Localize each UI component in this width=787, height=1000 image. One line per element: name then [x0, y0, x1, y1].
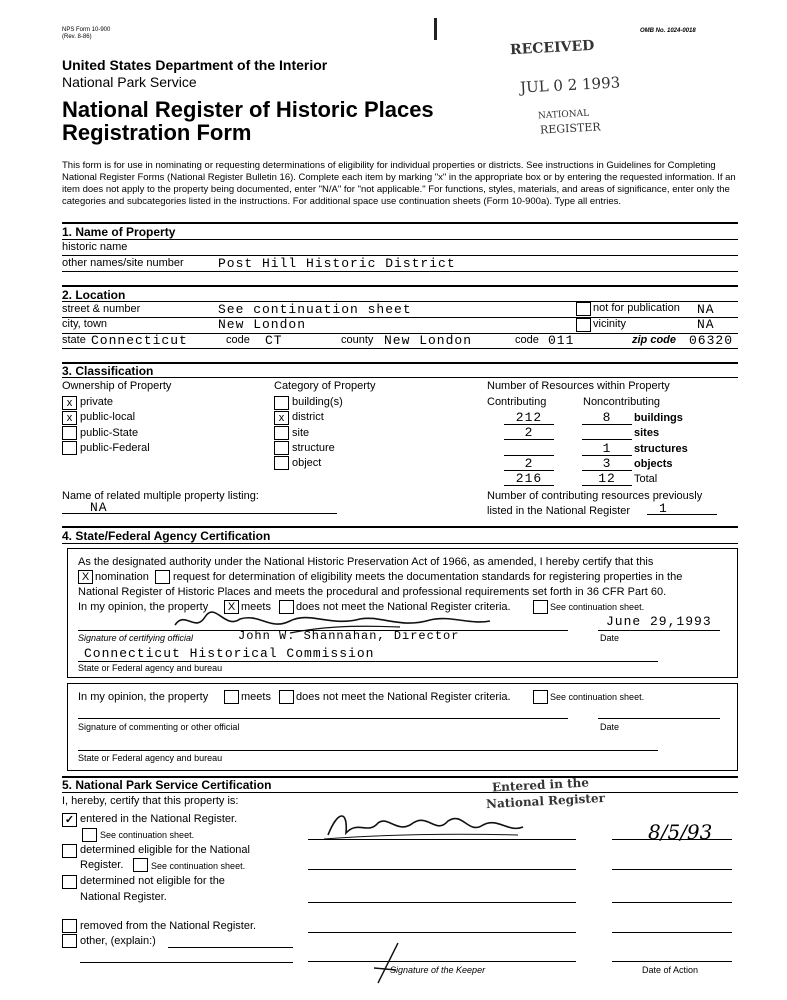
signature-label: Signature of certifying official	[78, 633, 194, 643]
keeper-initials	[370, 938, 410, 988]
nomination-label: nomination	[95, 571, 149, 583]
ownership-label-public-local: public-local	[80, 411, 136, 423]
state-value[interactable]: Connecticut	[91, 333, 188, 348]
section1-rule2	[62, 239, 738, 240]
section5-heading: 5. National Park Service Certification	[62, 778, 272, 792]
entered-continuation-label: See continuation sheet.	[100, 830, 195, 840]
category-checkbox-object[interactable]	[274, 456, 289, 470]
removed-label: removed from the National Register.	[80, 920, 257, 932]
category-checkbox-structure[interactable]	[274, 441, 289, 455]
contributing-structures[interactable]	[504, 441, 554, 456]
date-action-line-4	[612, 932, 732, 933]
multiple-listing-label: Name of related multiple property listing:	[62, 490, 259, 502]
agency-label-1: State or Federal agency and bureau	[78, 663, 223, 673]
resource-label-objects: objects	[634, 458, 673, 470]
vicinity-label: vicinity	[593, 318, 627, 330]
section1-rule	[62, 222, 738, 224]
opinion2-not-meet-checkbox[interactable]	[279, 690, 294, 704]
not-eligible-checkbox[interactable]	[62, 875, 77, 889]
noncontributing-buildings[interactable]: 8	[582, 410, 632, 425]
contributing-sites[interactable]: 2	[504, 425, 554, 440]
service-name: National Park Service	[62, 74, 197, 90]
eligible-checkbox[interactable]	[62, 844, 77, 858]
ownership-label-private: private	[80, 396, 114, 408]
eligible-label: determined eligible for the National	[80, 844, 250, 856]
entered-continuation-checkbox[interactable]	[82, 828, 97, 842]
entered-label: entered in the National Register.	[80, 813, 238, 825]
cert-line2: request for determination of eligibility meets the documentation standards for registering properties in the	[173, 571, 683, 583]
date-action-line-1	[612, 839, 732, 840]
keeper-line-2	[308, 869, 576, 870]
does-not-meet-label: does not meet the National Register criteria.	[296, 601, 511, 613]
not-for-publication-checkbox[interactable]	[576, 302, 591, 316]
other-line-2	[80, 962, 293, 963]
opinion2-prefix: In my opinion, the property	[78, 691, 209, 703]
removed-checkbox[interactable]	[62, 919, 77, 933]
state-label: state	[62, 334, 86, 346]
not-for-publication-value[interactable]: NA	[697, 302, 715, 317]
date-of-action-label: Date of Action	[642, 965, 699, 975]
section3-rule	[62, 362, 738, 364]
not-for-publication-label: not for publication	[593, 302, 680, 314]
county-code-value[interactable]: 011	[548, 333, 575, 348]
category-label-building: building(s)	[292, 396, 343, 408]
date-label-2: Date	[600, 722, 620, 732]
section4-rule2	[62, 543, 738, 544]
keeper-line-4	[308, 932, 576, 933]
continuation-label-2: See continuation sheet.	[550, 692, 645, 702]
keeper-line-5	[308, 961, 576, 962]
ownership-checkbox-public-federal[interactable]	[62, 441, 77, 455]
zip-label: zip code	[632, 334, 677, 346]
contributing-buildings[interactable]: 212	[504, 410, 554, 425]
received-stamp	[510, 38, 595, 58]
date-line-2	[598, 718, 720, 719]
date-label-1: Date	[600, 633, 620, 643]
street-label: street & number	[62, 303, 141, 315]
continuation-checkbox-2[interactable]	[533, 690, 548, 704]
historic-name-label: historic name	[62, 241, 128, 253]
resources-heading: Number of Resources within Property	[487, 380, 670, 392]
city-value[interactable]: New London	[218, 317, 307, 332]
resource-label-buildings: buildings	[634, 412, 683, 424]
eligible-continuation-checkbox[interactable]	[133, 858, 148, 872]
section5-rule2	[62, 792, 738, 793]
noncontributing-sites[interactable]	[582, 425, 632, 440]
nomination-checkbox[interactable]: X	[78, 570, 93, 584]
ownership-heading: Ownership of Property	[62, 380, 172, 392]
section3-heading: 3. Classification	[62, 364, 154, 378]
stamp-received: RECEIVED	[509, 37, 595, 59]
form-revision: (Rev. 8-86)	[62, 34, 92, 40]
action-date-handwritten[interactable]: 8/5/93	[648, 820, 713, 844]
commenting-label: Signature of commenting or other official	[78, 722, 240, 732]
section3-rule2	[62, 377, 738, 378]
continuation-label-1: See continuation sheet.	[550, 602, 645, 612]
section2-heading: 2. Location	[62, 288, 126, 302]
cert-line1: As the designated authority under the National Historic Preservation Act of 1966, as amended, I hereby certify that this	[78, 556, 654, 568]
vicinity-checkbox[interactable]	[576, 318, 591, 332]
eligible-register-label: Register.	[80, 859, 124, 871]
keeper-label: Signature of the Keeper	[390, 965, 486, 975]
entered-checkbox[interactable]: ✓	[62, 813, 77, 827]
eligible-continuation-label: See continuation sheet.	[151, 861, 246, 871]
other-label: other, (explain:)	[80, 935, 156, 947]
category-label-object: object	[292, 457, 322, 469]
agency-line-2	[78, 750, 658, 751]
not-eligible-label2: National Register.	[80, 891, 167, 903]
continuation-checkbox-1[interactable]	[533, 600, 548, 614]
opinion2-meets-label: meets	[241, 691, 271, 703]
other-names-line	[62, 271, 738, 272]
received-date-stamp: JUL 0 2 1993	[519, 73, 621, 97]
form-number: NPS Form 10-900	[62, 27, 111, 33]
ownership-checkbox-public-state[interactable]	[62, 426, 77, 440]
zip-value[interactable]: 06320	[689, 333, 734, 348]
resource-label-total: Total	[634, 473, 658, 485]
noncontributing-structures[interactable]: 1	[582, 441, 632, 456]
entered-stamp-line1: Entered in the	[491, 775, 590, 795]
ownership-checkbox-private[interactable]: x	[62, 396, 77, 410]
form-title: National Register of Historic Places	[62, 97, 434, 122]
top-mark	[434, 18, 437, 40]
category-checkbox-district[interactable]: x	[274, 411, 289, 425]
street-line	[62, 317, 738, 318]
city-label: city, town	[62, 318, 108, 330]
previously-listed-label2: listed in the National Register	[487, 505, 631, 517]
state-line	[62, 348, 738, 349]
state-code-value[interactable]: CT	[265, 333, 283, 348]
department-name: United States Department of the Interior	[62, 57, 328, 73]
date-action-line-3	[612, 902, 732, 903]
category-heading: Category of Property	[274, 380, 376, 392]
omb-number: OMB No. 1024-0018	[640, 28, 696, 34]
section4-rule	[62, 526, 738, 528]
noncontributing-total[interactable]: 12	[582, 471, 632, 486]
county-label: county	[341, 334, 374, 346]
cert-line3: National Register of Historic Places and meets the procedural and professional requirements set forth in 36 CFR Part 60.	[78, 586, 667, 598]
ownership-checkbox-public-local[interactable]: x	[62, 411, 77, 425]
keeper-line-3	[308, 902, 576, 903]
meets-label: meets	[241, 601, 271, 613]
certification-date[interactable]: June 29,1993	[606, 614, 712, 629]
category-label-structure: structure	[292, 442, 335, 454]
opinion2-meets-checkbox[interactable]	[224, 690, 239, 704]
meets-checkbox[interactable]: X	[224, 600, 239, 614]
contributing-heading: Contributing	[487, 396, 547, 408]
agency-label-2: State or Federal agency and bureau	[78, 753, 223, 763]
section2-rule	[62, 285, 738, 287]
resource-label-structures: structures	[634, 443, 688, 455]
form-subtitle: Registration Form	[62, 120, 252, 145]
ownership-label-public-federal: public-Federal	[80, 442, 150, 454]
opinion2-not-meet-label: does not meet the National Register criteria.	[296, 691, 511, 703]
date-action-line-2	[612, 869, 732, 870]
section1-heading: 1. Name of Property	[62, 225, 176, 239]
noncontributing-objects[interactable]: 3	[582, 456, 632, 471]
other-checkbox[interactable]	[62, 934, 77, 948]
contributing-objects[interactable]: 2	[504, 456, 554, 471]
multiple-listing-value[interactable]: NA	[62, 500, 337, 514]
section4-heading: 4. State/Federal Agency Certification	[62, 529, 271, 543]
official-name[interactable]: John W. Shannahan, Director	[238, 629, 460, 643]
previously-listed-label1: Number of contributing resources previously	[487, 490, 703, 502]
category-checkbox-site[interactable]	[274, 426, 289, 440]
vicinity-value[interactable]: NA	[697, 317, 715, 332]
section5-intro: I, hereby, certify that this property is:	[62, 795, 239, 807]
resource-label-sites: sites	[634, 427, 660, 439]
noncontributing-heading: Noncontributing	[583, 396, 661, 408]
county-code-label: code	[515, 334, 539, 346]
category-label-site: site	[292, 427, 310, 439]
stamp-national: NATIONAL	[537, 108, 590, 122]
stamp-register: REGISTER	[539, 120, 601, 137]
street-value[interactable]: See continuation sheet	[218, 302, 412, 317]
category-checkbox-building[interactable]	[274, 396, 289, 410]
keeper-line-1	[308, 839, 576, 840]
agency-value[interactable]: Connecticut Historical Commission	[84, 646, 375, 661]
other-names-label: other names/site number	[62, 257, 184, 269]
commenting-signature-line	[78, 718, 568, 719]
date-line-1	[598, 630, 720, 631]
intro-text: This form is for use in nominating or requesting determinations of eligibility for individual properties or districts. See instructions in Guidelines for Completing National Register Forms (National Register Bulletin 16). Complete each item by marking "x" in the appropriate box or by entering the requested information. If an item does not apply to the property being documented, enter "N/A" for "not applicable." For functions, styles, materials, and areas of significance, enter only the categories and subcategories listed in the instructions. For additional space use continuation sheets (Form 10-900a). Type all entries.	[62, 160, 736, 207]
previously-listed-value[interactable]: 1	[647, 501, 717, 515]
agency-line-1	[78, 661, 658, 662]
entered-stamp-line2: National Register	[485, 790, 606, 812]
opinion-prefix: In my opinion, the property	[78, 601, 209, 613]
state-code-label: code	[226, 334, 250, 346]
date-action-line-5	[612, 961, 732, 962]
county-value[interactable]: New London	[384, 333, 473, 348]
request-checkbox[interactable]	[155, 570, 170, 584]
other-line	[168, 947, 293, 948]
contributing-total[interactable]: 216	[504, 471, 554, 486]
ownership-label-public-state: public-State	[80, 427, 139, 439]
not-eligible-label1: determined not eligible for the	[80, 875, 225, 887]
category-label-district: district	[292, 411, 324, 423]
other-names-value[interactable]: Post Hill Historic District	[218, 256, 456, 271]
